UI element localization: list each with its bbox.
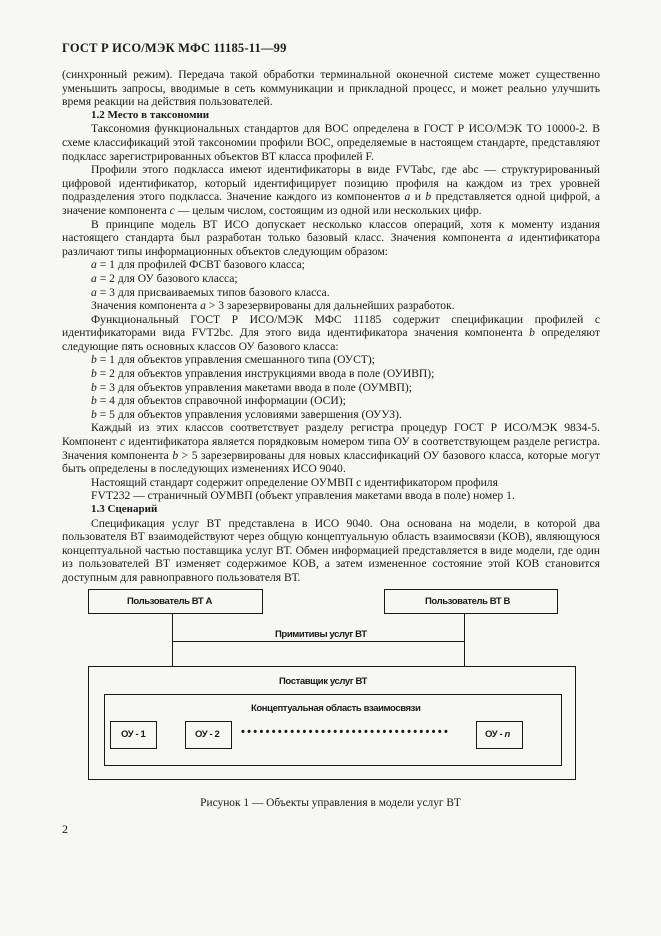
user-b-label: Пользователь ВТ В (425, 596, 511, 607)
control-object-1 (110, 721, 157, 749)
list-item: b = 5 для объектов управления условиями завершения (ОУУЗ). (91, 407, 402, 421)
paragraph: FVT232 — страничный ОУМВП (объект управления макетами ввода в поле) номер 1. (91, 489, 515, 503)
paragraph: Спецификация услуг ВТ представлена в ИСО 9040. Она основана на модели, в которой два пользователя ВТ взаимодействуют через общую концептуальную область взаимосвязи (КОВ), являющуюся концептуальной частью поставщика услуг ВТ. Обмен информацией представляется в виде модели, где один из пользователей ВТ изменяет содержимое КОВ, а затем измененное состояние этой КОВ становится доступным для равноправного пользователя ВТ. (62, 516, 600, 584)
primitives-label: Примитивы услуг ВТ (275, 629, 367, 640)
list-item: b = 3 для объектов управления макетами ввода в поле (ОУМВП); (91, 380, 412, 394)
user-a-label: Пользователь ВТ А (127, 596, 213, 607)
list-item: b = 1 для объектов управления смешанного типа (ОУСТ); (91, 353, 375, 367)
ellipsis-dots: •••••••••••••••••••••••••••••••••• (241, 726, 451, 738)
figure-caption: Рисунок 1 — Объекты управления в модели услуг ВТ (200, 797, 461, 809)
paragraph: Настоящий стандарт содержит определение ОУМВП с идентификатором профиля (91, 475, 498, 489)
user-b-box (384, 589, 558, 614)
connector-a (172, 613, 173, 667)
section-heading-1-2: 1.2 Место в таксономии (91, 108, 210, 121)
paragraph: Профили этого подкласса имеют идентификаторы в виде FVTabc, где abc — структурированный цифровой идентификатор, который идентифицирует позицию профиля на каждом из трех уровней подразделения этого подкласса. Значение каждого из компонентов a и b представляется одной цифрой, а значение компонента c — целым числом, состоящим из одной или нескольких цифр. (62, 163, 600, 217)
paragraph: Каждый из этих классов соответствует разделу регистра процедур ГОСТ Р ИСО/МЭК 9834-5. Компонент c идентификатора является порядковым номером типа ОУ в соответствующем разделе регистра. Значения компонента b > 5 зарезервированы для новых классификаций ОУ базового класса, которые могут быть определены в последующих изменениях ИСО 9040. (62, 421, 600, 476)
list-item: a = 1 для профилей ФСВТ базового класса; (91, 258, 305, 272)
page-number: 2 (62, 822, 68, 836)
paragraph: Значения компонента a > 3 зарезервированы для дальнейших разработок. (91, 299, 455, 313)
control-object-2 (185, 721, 232, 749)
primitives-line (173, 641, 465, 642)
body-text (62, 68, 600, 585)
control-object-n-label: ОУ - n (485, 729, 510, 740)
provider-label: Поставщик услуг ВТ (279, 676, 368, 687)
control-object-n (476, 721, 523, 749)
connector-b (464, 613, 465, 667)
conceptual-area-label: Концептуальная область взаимосвязи (251, 703, 421, 714)
list-item: a = 2 для ОУ базового класса; (91, 271, 238, 285)
control-object-2-label: ОУ - 2 (195, 729, 220, 740)
conceptual-area-box (104, 694, 562, 766)
document-header: ГОСТ Р ИСО/МЭК МФС 11185-11—99 (62, 41, 287, 55)
section-heading-1-3: 1.3 Сценарий (91, 503, 158, 515)
paragraph: Функциональный ГОСТ Р ИСО/МЭК МФС 11185 содержит спецификации профилей с идентификаторами вида FVT2bc. Для этого вида идентификатора значения компонента b определяют следующие пять основных классов ОУ базового класса: (62, 312, 600, 353)
paragraph: (синхронный режим). Передача такой обработки терминальной оконечной системе может существенно уменьшить запросы, вводимые в сеть коммуникации и прикладной процесс, и может реально улучшить время реакции на действия пользователей. (62, 68, 600, 109)
list-item: a = 3 для присваиваемых типов базового класса. (91, 285, 330, 299)
paragraph: В принципе модель ВТ ИСО допускает несколько классов операций, хотя к моменту издания настоящего стандарта был разработан только базовый класс. Значения компонента a идентификатора различают типы информационных объектов следующим образом: (62, 217, 601, 258)
list-item: b = 4 для объектов справочной информации (ОСИ); (91, 394, 346, 408)
control-object-1-label: ОУ - 1 (121, 729, 146, 740)
provider-box (88, 666, 576, 780)
paragraph: Таксономия функциональных стандартов для ВОС определена в ГОСТ Р ИСО/МЭК ТО 10000-2. В схеме классификаций этой таксономии профили ВОС, определяемые в настоящем стандарте, представляют подкласс зарегистрированных объектов ВТ класса профилей F. (62, 122, 600, 163)
user-a-box (88, 589, 263, 614)
list-item: b = 2 для объектов управления инструкциями ввода в поле (ОУИВП); (91, 367, 435, 381)
